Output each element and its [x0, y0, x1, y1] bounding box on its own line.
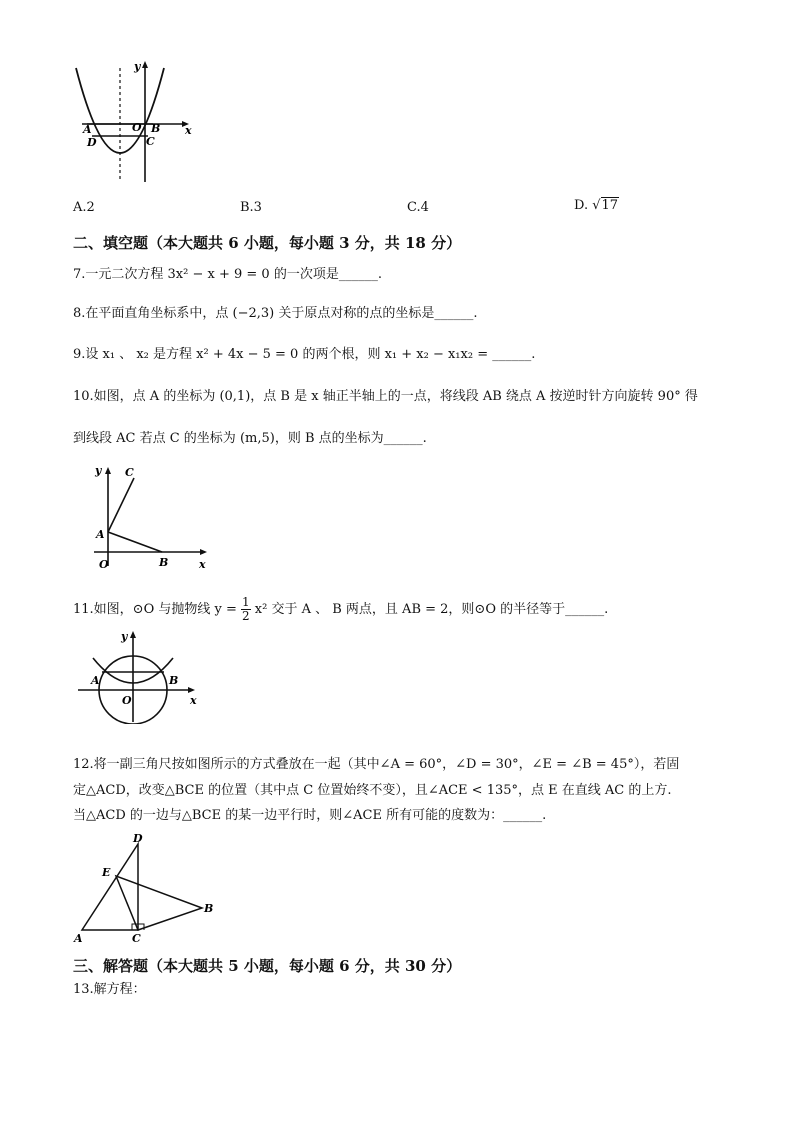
sqrt-sign: √ — [592, 198, 601, 213]
q6-option-d-radicand: 17 — [601, 198, 619, 213]
label-A: A — [96, 528, 105, 541]
question-7: 7.一元二次方程 3x² − x + 9 = 0 的一次项是______. — [73, 267, 382, 282]
q6-parabola-figure — [70, 58, 200, 190]
y-axis-arrow — [105, 467, 111, 474]
label-O: O — [122, 694, 132, 707]
q6-option-c: C.4 — [407, 200, 429, 215]
label-A: A — [91, 674, 100, 687]
triangle-ACD — [82, 844, 138, 930]
label-y: y — [121, 630, 128, 643]
question-12-line-3: 当△ACD 的一边与△BCE 的某一边平行时，则∠ACE 所有可能的度数为：______. — [73, 808, 547, 823]
question-11-after: x² 交于 A 、 B 两点，且 AB = 2，则⊙O 的半径等于______. — [254, 602, 609, 617]
label-C: C — [125, 466, 134, 479]
label-B: B — [204, 902, 214, 915]
y-axis-arrow — [142, 61, 148, 68]
label-A: A — [74, 932, 83, 945]
q11-figure — [78, 628, 202, 724]
question-10-line-1: 10.如图，点 A 的坐标为 (0,1)，点 B 是 x 轴正半轴上的一点，将线段 AB 绕点 A 按逆时针方向旋转 90° 得 — [73, 389, 698, 404]
q10-figure — [86, 462, 210, 572]
label-C: C — [146, 135, 155, 148]
label-x: x — [190, 694, 197, 707]
label-O: O — [99, 558, 109, 571]
segment-AB — [108, 532, 162, 552]
question-12-line-1: 12.将一副三角尺按如图所示的方式叠放在一起（其中∠A = 60°，∠D = 30°，∠E = ∠B = 45°），若固 — [73, 757, 680, 772]
label-B: B — [159, 556, 169, 569]
triangle-ECB — [116, 876, 202, 930]
q6-option-b: B.3 — [240, 200, 262, 215]
label-x: x — [185, 124, 192, 137]
label-y: y — [95, 464, 102, 477]
label-D: D — [87, 136, 97, 149]
question-11-before: 11.如图，⊙O 与抛物线 y = — [73, 602, 237, 617]
q6-option-d-prefix: D. — [574, 198, 593, 213]
question-13: 13.解方程： — [73, 982, 146, 997]
x-axis-arrow — [200, 549, 207, 555]
segment-AC — [108, 478, 134, 532]
label-A: A — [83, 123, 92, 136]
label-y: y — [134, 60, 141, 73]
fraction-denominator: 2 — [242, 609, 250, 623]
label-B: B — [151, 122, 161, 135]
question-11 — [73, 596, 608, 623]
q6-option-d — [574, 198, 619, 213]
fraction-one-half — [241, 596, 251, 623]
q12-triangle-figure — [70, 832, 220, 950]
section-3-heading: 三、解答题（本大题共 5 小题，每小题 6 分，共 30 分） — [73, 957, 462, 975]
question-9: 9.设 x₁ 、 x₂ 是方程 x² + 4x − 5 = 0 的两个根，则 x₁ + x₂ − x₁x₂ = ______. — [73, 347, 536, 362]
q6-option-a: A.2 — [73, 200, 95, 215]
label-C: C — [132, 932, 141, 945]
label-B: B — [169, 674, 179, 687]
question-12-line-2: 定△ACD，改变△BCE 的位置（其中点 C 位置始终不变），且∠ACE < 135°，点 E 在直线 AC 的上方. — [73, 783, 672, 798]
label-x: x — [199, 558, 206, 571]
y-axis-arrow — [130, 631, 136, 638]
fraction-numerator: 1 — [242, 595, 250, 609]
label-D: D — [133, 832, 143, 845]
x-axis-arrow — [188, 687, 195, 693]
label-O: O — [132, 121, 142, 134]
section-2-heading: 二、填空题（本大题共 6 小题，每小题 3 分，共 18 分） — [73, 234, 462, 252]
question-8: 8.在平面直角坐标系中，点 (−2,3) 关于原点对称的点的坐标是______. — [73, 306, 478, 321]
label-E: E — [102, 866, 111, 879]
question-10-line-2: 到线段 AC 若点 C 的坐标为 (m,5)，则 B 点的坐标为______. — [73, 431, 427, 446]
